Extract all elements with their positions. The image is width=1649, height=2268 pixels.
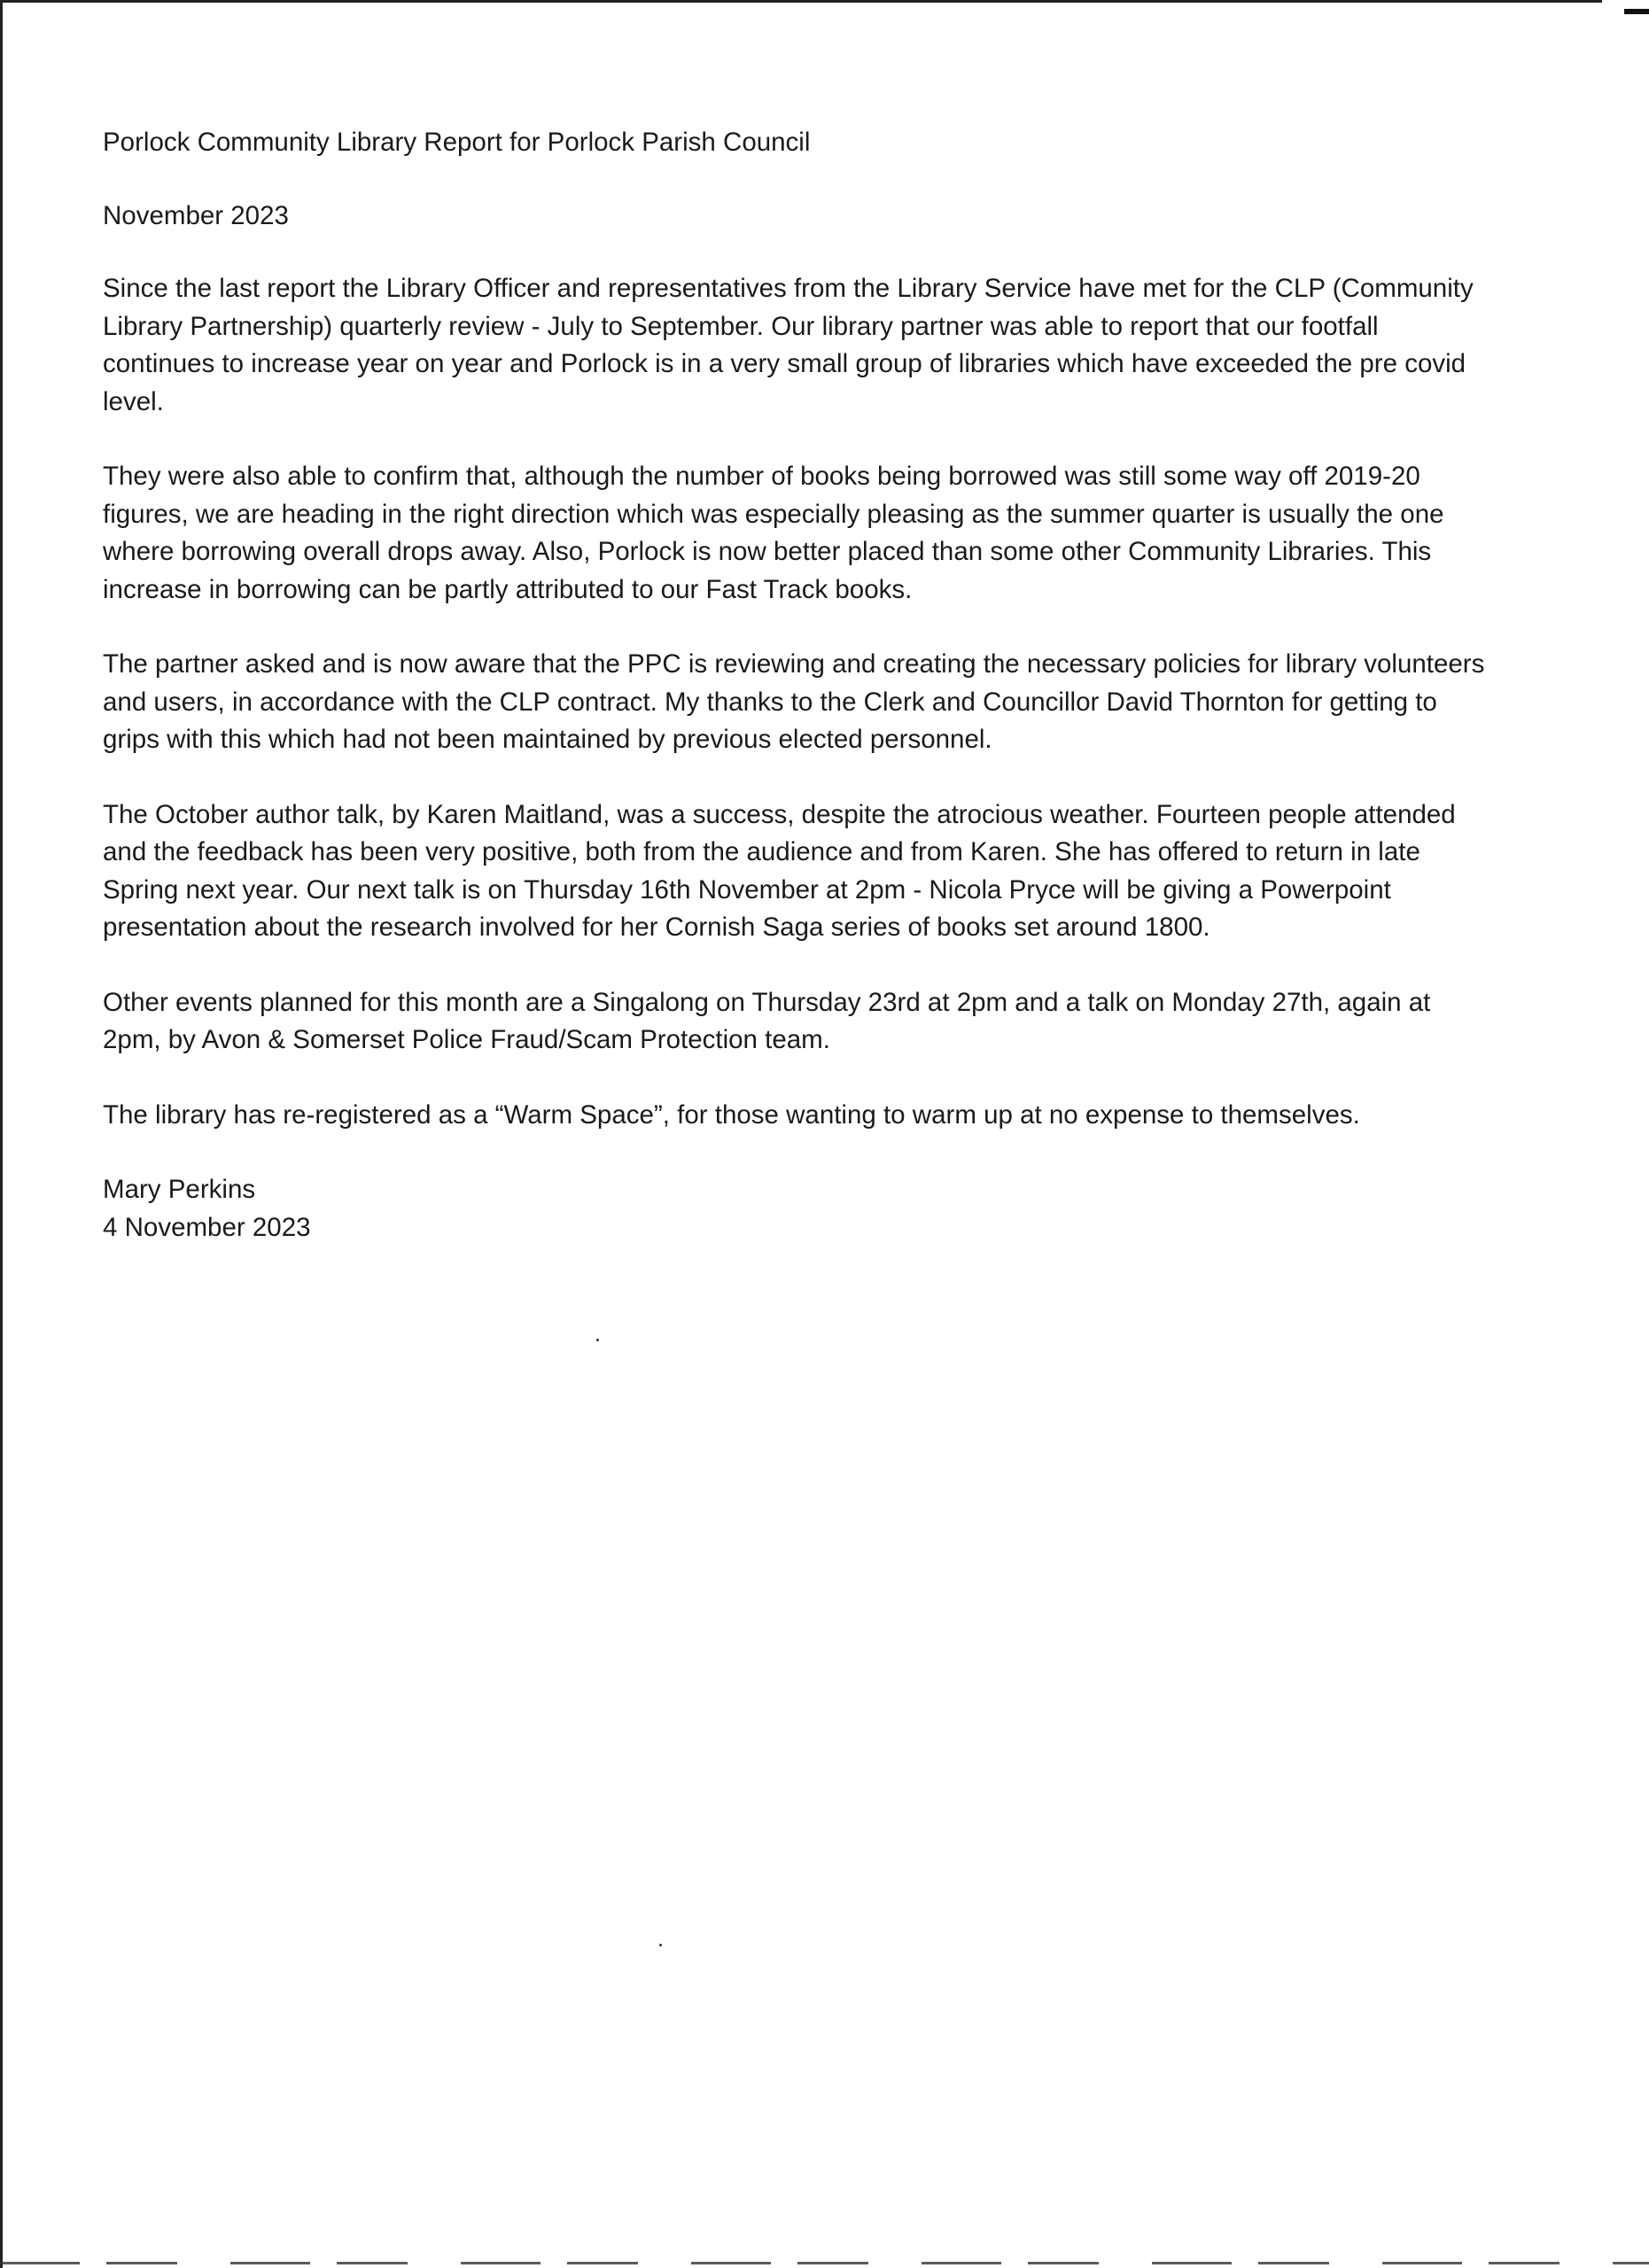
scan-speck bbox=[659, 1944, 662, 1946]
signature-name: Mary Perkins bbox=[103, 1175, 256, 1204]
paragraph-other-events: Other events planned for this month are a Singalong on Thursday 23rd at 2pm and a talk on Monday 27th, again at 2pm, by Avon & Somerset Police Fraud/Scam Protection team. bbox=[103, 987, 1431, 1054]
scan-edge-top bbox=[0, 0, 1602, 3]
signature-date: 4 November 2023 bbox=[103, 1212, 311, 1242]
scan-edge-left bbox=[0, 0, 3, 2268]
scan-edge-bottom bbox=[0, 2262, 1649, 2264]
paragraph-policies: The partner asked and is now aware that the PPC is reviewing and creating the necessary policies for library volunteers and users, in accordance with the CLP contract. My thanks to the Clerk and Councillor David Thornton for getting to grips with this which had not been maintained by previous elected personnel. bbox=[103, 649, 1485, 754]
report-date: November 2023 bbox=[103, 200, 289, 230]
paragraph-warm-space: The library has re-registered as a “Warm Space”, for those wanting to warm up at no expense to themselves. bbox=[103, 1099, 1360, 1130]
paragraph-clp-review: Since the last report the Library Officer and representatives from the Library Service have met for the CLP (Community Library Partnership) quarterly review - July to September. Our library partner was able to report that our footfall continues to increase year on year and Porlock is in a very small group of libraries which have exceeded the pre covid level. bbox=[103, 274, 1474, 416]
scan-speck bbox=[596, 1339, 599, 1341]
signature-block bbox=[103, 1171, 1494, 1247]
report-title: Porlock Community Library Report for Porlock Parish Council bbox=[103, 128, 811, 157]
report-document bbox=[103, 124, 1494, 1247]
paragraph-author-talks: The October author talk, by Karen Maitland, was a success, despite the atrocious weather. Fourteen people attended and the feedback has been very positive, both from the audience and from Karen. She has offered to return in late Spring next year. Our next talk is on Thursday 16th November at 2pm - Nicola Pryce will be giving a Powerpoint presentation about the research involved for her Cornish Saga series of books set around 1800. bbox=[103, 799, 1456, 942]
scan-edge-mark bbox=[1624, 9, 1649, 14]
paragraph-borrowing: They were also able to confirm that, although the number of books being borrowed was still some way off 2019-20 figures, we are heading in the right direction which was especially pleasing as the summer quarter is usually the one where borrowing overall drops away. Also, Porlock is now better placed than some other Community Libraries. This increase in borrowing can be partly attributed to our Fast Track books. bbox=[103, 462, 1444, 604]
